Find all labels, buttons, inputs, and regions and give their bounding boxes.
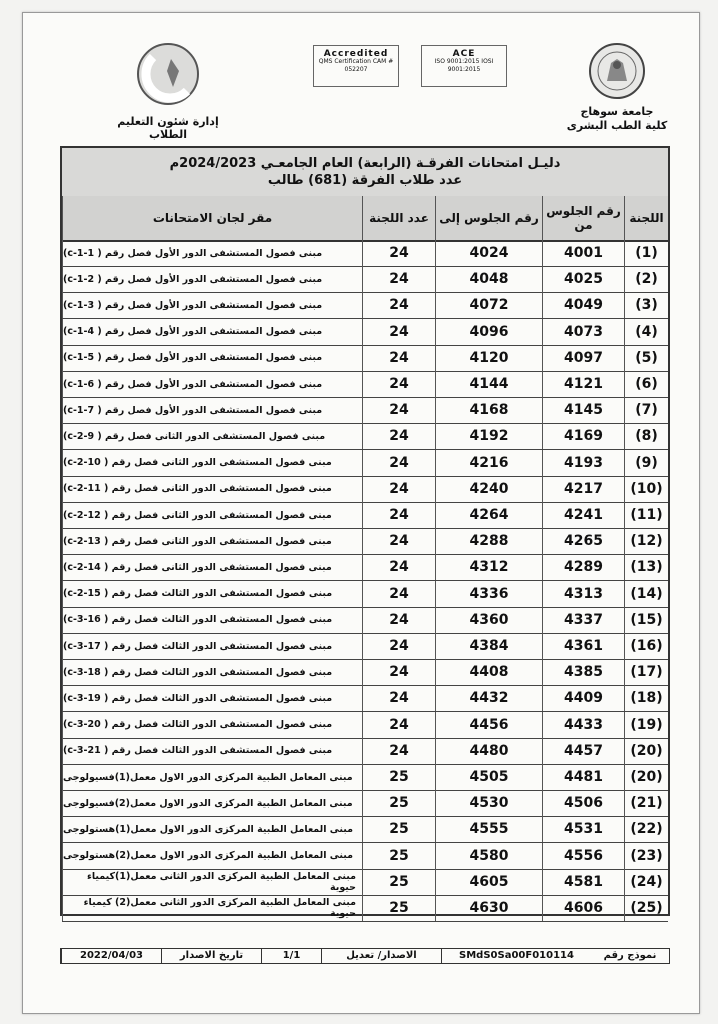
edition-value: 1/1 <box>261 949 321 963</box>
header-to: رقم الجلوس إلى <box>435 196 542 240</box>
cell-count: 24 <box>362 659 435 685</box>
cell-count: 24 <box>362 240 435 266</box>
cell-from: 4556 <box>542 843 624 869</box>
cell-from: 4193 <box>542 450 624 476</box>
faculty-header <box>103 41 233 141</box>
cell-location: مبنى فصول المستشفى الدور الثالث فصل رقم ( c-3-18) <box>62 659 362 685</box>
table-row <box>62 476 668 503</box>
cell-location: مبنى المعامل الطبية المركزى الدور الاول معمل(2)فسيولوجى <box>62 790 362 816</box>
cell-committee: (20) <box>624 764 668 790</box>
cell-committee: (21) <box>624 790 668 816</box>
cell-location: مبنى فصول المستشفى الدور الثالث فصل رقم ( c-3-21) <box>62 738 362 764</box>
date-value: 2022/04/03 <box>61 949 161 963</box>
cell-from: 4049 <box>542 292 624 318</box>
table-row <box>62 764 668 791</box>
cell-location: مبنى فصول المستشفى الدور الثانى فصل رقم ( c-2-14) <box>62 554 362 580</box>
cell-from: 4025 <box>542 266 624 292</box>
cell-location: مبنى المعامل الطبية المركزى الدور الاول معمل(1)فسيولوجى <box>62 764 362 790</box>
header-location: مقر لجان الامتحانات <box>62 196 362 240</box>
cell-committee: (6) <box>624 371 668 397</box>
cell-committee: (17) <box>624 659 668 685</box>
department-name: إدارة شئون التعليم الطلاب <box>117 115 219 141</box>
cell-location: مبنى فصول المستشفى الدور الثالث فصل رقم ( c-3-20) <box>62 712 362 738</box>
cell-location: مبنى المعامل الطبية المركزى الدور الثانى معمل(1)كيمياء حيوية <box>62 869 362 895</box>
cell-count: 24 <box>362 476 435 502</box>
cell-to: 4580 <box>435 843 542 869</box>
cell-to: 4024 <box>435 240 542 266</box>
header-committee: اللجنة <box>624 196 668 240</box>
cell-to: 4072 <box>435 292 542 318</box>
cell-location: مبنى المعامل الطبية المركزى الدور الاول معمل(2)هستولوجى <box>62 843 362 869</box>
cell-from: 4457 <box>542 738 624 764</box>
table-row <box>62 685 668 712</box>
table-row <box>62 397 668 424</box>
table-row <box>62 659 668 686</box>
table-row <box>62 816 668 843</box>
table-title <box>62 148 668 198</box>
cell-location: مبنى المعامل الطبية المركزى الدور الثانى معمل(2) كيمياء حيوية <box>62 895 362 921</box>
cell-to: 4555 <box>435 816 542 842</box>
cell-to: 4480 <box>435 738 542 764</box>
cell-location: مبنى فصول المستشفى الدور الأول فصل رقم ( c-1-5) <box>62 345 362 371</box>
cell-count: 24 <box>362 371 435 397</box>
cell-from: 4001 <box>542 240 624 266</box>
table-row <box>62 266 668 293</box>
cell-location: مبنى فصول المستشفى الدور الثالث فصل رقم ( c-3-16) <box>62 607 362 633</box>
cell-from: 4169 <box>542 423 624 449</box>
cell-from: 4073 <box>542 319 624 345</box>
table-row <box>62 345 668 372</box>
guide-title: دليـل امتحانات الفرقـة (الرابعة) العام الجامعـي 2024/2023م <box>169 156 561 171</box>
cell-committee: (24) <box>624 869 668 895</box>
cell-location: مبنى فصول المستشفى الدور الأول فصل رقم ( c-1-1) <box>62 240 362 266</box>
cell-from: 4606 <box>542 895 624 921</box>
cell-to: 4630 <box>435 895 542 921</box>
table-row <box>62 790 668 817</box>
cell-count: 24 <box>362 423 435 449</box>
cell-committee: (20) <box>624 738 668 764</box>
cell-count: 24 <box>362 292 435 318</box>
cell-count: 24 <box>362 345 435 371</box>
header-from: رقم الجلوس من <box>542 196 624 240</box>
cell-to: 4144 <box>435 371 542 397</box>
cell-count: 24 <box>362 633 435 659</box>
student-count: عدد طلاب الفرقة (681) طالب <box>267 173 463 188</box>
cell-committee: (19) <box>624 712 668 738</box>
table-row <box>62 843 668 870</box>
cell-to: 4605 <box>435 869 542 895</box>
cell-from: 4121 <box>542 371 624 397</box>
table-row <box>62 528 668 555</box>
cell-to: 4384 <box>435 633 542 659</box>
cell-committee: (8) <box>624 423 668 449</box>
date-label: تاريخ الاصدار <box>161 949 261 963</box>
cell-location: مبنى فصول المستشفى الدور الثانى فصل رقم ( c-2-9) <box>62 423 362 449</box>
table-row <box>62 240 668 267</box>
cell-location: مبنى فصول المستشفى الدور الثالث فصل رقم ( c-2-15) <box>62 581 362 607</box>
cell-committee: (2) <box>624 266 668 292</box>
cell-committee: (9) <box>624 450 668 476</box>
cell-committee: (4) <box>624 319 668 345</box>
cell-to: 4456 <box>435 712 542 738</box>
cell-location: مبنى فصول المستشفى الدور الأول فصل رقم ( c-1-2) <box>62 266 362 292</box>
cell-location: مبنى فصول المستشفى الدور الثانى فصل رقم ( c-2-10) <box>62 450 362 476</box>
university-name: جامعة سوهاج <box>580 105 654 118</box>
cell-to: 4312 <box>435 554 542 580</box>
cell-location: مبنى المعامل الطبية المركزى الدور الاول معمل(1)هستولوجى <box>62 816 362 842</box>
table-row <box>62 738 668 765</box>
document-footer <box>60 948 670 964</box>
cell-committee: (7) <box>624 397 668 423</box>
cell-from: 4145 <box>542 397 624 423</box>
cell-count: 24 <box>362 450 435 476</box>
cell-committee: (15) <box>624 607 668 633</box>
cell-to: 4505 <box>435 764 542 790</box>
table-row <box>62 581 668 608</box>
cell-location: مبنى فصول المستشفى الدور الثانى فصل رقم ( c-2-13) <box>62 528 362 554</box>
cell-count: 25 <box>362 843 435 869</box>
cell-committee: (16) <box>624 633 668 659</box>
cell-to: 4048 <box>435 266 542 292</box>
cell-from: 4409 <box>542 685 624 711</box>
table-row <box>62 869 668 896</box>
table-row <box>62 502 668 529</box>
university-header <box>557 41 677 133</box>
cell-to: 4120 <box>435 345 542 371</box>
cell-count: 25 <box>362 869 435 895</box>
faculty-logo-icon <box>123 41 213 107</box>
header-count: عدد اللجنة <box>362 196 435 240</box>
cell-from: 4313 <box>542 581 624 607</box>
cell-count: 24 <box>362 581 435 607</box>
cell-from: 4337 <box>542 607 624 633</box>
table-row <box>62 423 668 450</box>
cell-committee: (10) <box>624 476 668 502</box>
table-row <box>62 371 668 398</box>
cell-to: 4264 <box>435 502 542 528</box>
table-row <box>62 450 668 477</box>
cell-to: 4192 <box>435 423 542 449</box>
cell-count: 24 <box>362 738 435 764</box>
cell-location: مبنى فصول المستشفى الدور الأول فصل رقم ( c-1-4) <box>62 319 362 345</box>
table-header <box>62 196 668 242</box>
cell-to: 4360 <box>435 607 542 633</box>
cell-to: 4240 <box>435 476 542 502</box>
cell-to: 4168 <box>435 397 542 423</box>
table-row <box>62 319 668 346</box>
cell-count: 24 <box>362 607 435 633</box>
table-row <box>62 712 668 739</box>
cell-to: 4432 <box>435 685 542 711</box>
cell-location: مبنى فصول المستشفى الدور الأول فصل رقم ( c-1-6) <box>62 371 362 397</box>
edition-label: الاصدار/ تعديل <box>321 949 441 963</box>
cell-from: 4385 <box>542 659 624 685</box>
cell-count: 25 <box>362 790 435 816</box>
cell-count: 24 <box>362 554 435 580</box>
cell-committee: (23) <box>624 843 668 869</box>
cell-committee: (3) <box>624 292 668 318</box>
table-row <box>62 633 668 660</box>
cell-count: 25 <box>362 764 435 790</box>
cell-from: 4506 <box>542 790 624 816</box>
cell-location: مبنى فصول المستشفى الدور الثالث فصل رقم ( c-3-19) <box>62 685 362 711</box>
accreditation-badges <box>313 45 513 89</box>
cell-from: 4531 <box>542 816 624 842</box>
cell-to: 4288 <box>435 528 542 554</box>
accreditation-badge: Accredited QMS Certification CAM # 052207 <box>313 45 399 87</box>
table-row <box>62 895 668 922</box>
cell-count: 24 <box>362 319 435 345</box>
cell-from: 4481 <box>542 764 624 790</box>
cell-to: 4530 <box>435 790 542 816</box>
cell-committee: (5) <box>624 345 668 371</box>
cell-count: 24 <box>362 712 435 738</box>
cell-committee: (11) <box>624 502 668 528</box>
cell-location: مبنى فصول المستشفى الدور الثانى فصل رقم ( c-2-11) <box>62 476 362 502</box>
cell-committee: (13) <box>624 554 668 580</box>
cell-from: 4581 <box>542 869 624 895</box>
cell-count: 24 <box>362 528 435 554</box>
cell-to: 4336 <box>435 581 542 607</box>
form-label: نموذج رقم <box>603 950 657 961</box>
cell-count: 24 <box>362 397 435 423</box>
table-row <box>62 607 668 634</box>
table-row <box>62 292 668 319</box>
faculty-name: كلية الطب البشرى <box>566 119 668 132</box>
cell-committee: (18) <box>624 685 668 711</box>
iso-badge: ACE ISO 9001:2015 IOSI 9001:2015 <box>421 45 507 87</box>
cell-committee: (14) <box>624 581 668 607</box>
cell-from: 4097 <box>542 345 624 371</box>
cell-from: 4433 <box>542 712 624 738</box>
cell-committee: (25) <box>624 895 668 921</box>
table-row <box>62 554 668 581</box>
cell-location: مبنى فصول المستشفى الدور الثانى فصل رقم ( c-2-12) <box>62 502 362 528</box>
exam-guide-table <box>60 146 670 919</box>
cell-count: 25 <box>362 816 435 842</box>
cell-committee: (1) <box>624 240 668 266</box>
cell-committee: (22) <box>624 816 668 842</box>
cell-count: 25 <box>362 895 435 921</box>
cell-from: 4265 <box>542 528 624 554</box>
cell-to: 4408 <box>435 659 542 685</box>
cell-location: مبنى فصول المستشفى الدور الثالث فصل رقم ( c-3-17) <box>62 633 362 659</box>
cell-location: مبنى فصول المستشفى الدور الأول فصل رقم ( c-1-3) <box>62 292 362 318</box>
cell-count: 24 <box>362 266 435 292</box>
cell-count: 24 <box>362 685 435 711</box>
cell-from: 4217 <box>542 476 624 502</box>
cell-to: 4216 <box>435 450 542 476</box>
cell-from: 4241 <box>542 502 624 528</box>
cell-location: مبنى فصول المستشفى الدور الأول فصل رقم ( c-1-7) <box>62 397 362 423</box>
cell-from: 4289 <box>542 554 624 580</box>
cell-to: 4096 <box>435 319 542 345</box>
cell-from: 4361 <box>542 633 624 659</box>
cell-count: 24 <box>362 502 435 528</box>
university-seal-icon <box>587 41 647 101</box>
form-number: SMdS0Sa00F010114 <box>441 949 591 963</box>
cell-committee: (12) <box>624 528 668 554</box>
